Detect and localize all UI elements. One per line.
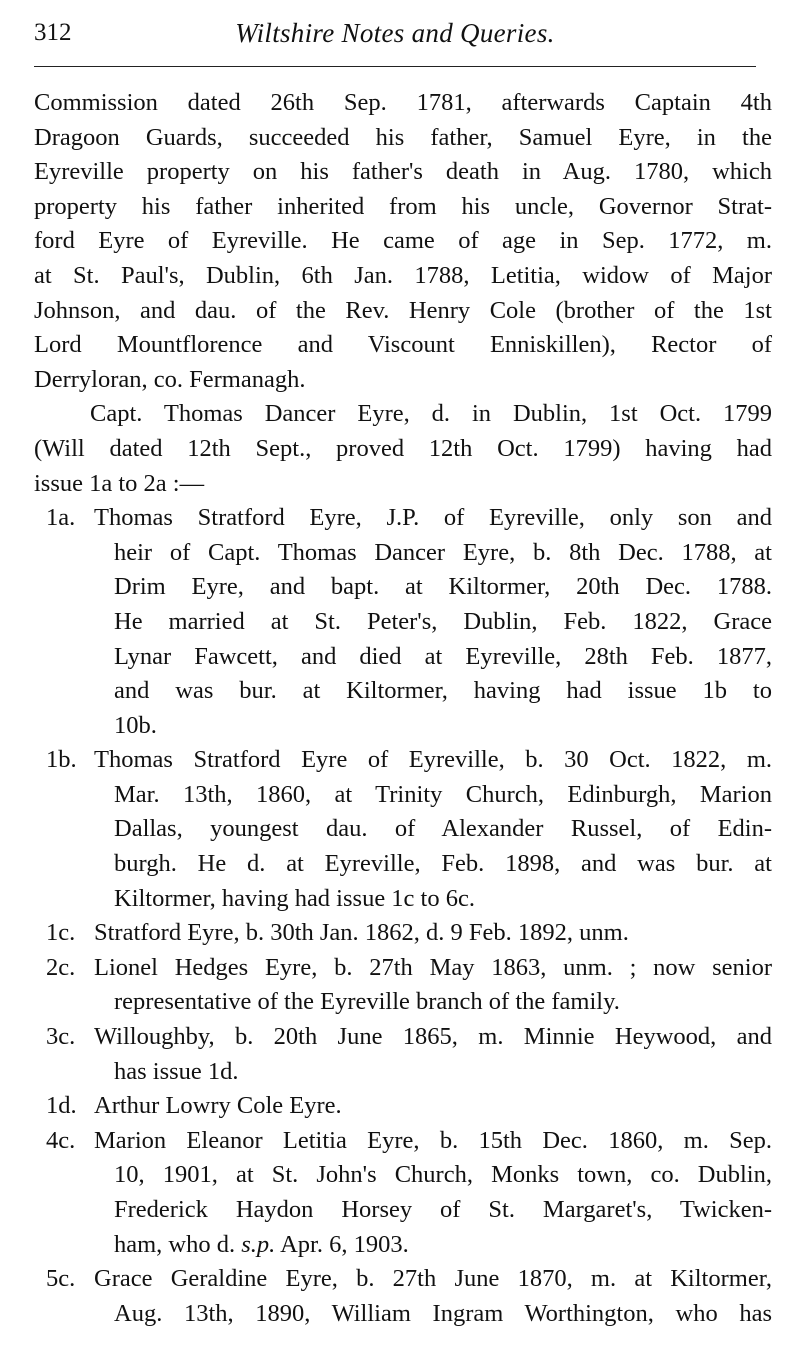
entry-first-line [46, 1262, 772, 1297]
text-line: property his father inherited from his uncle, Governor Strat- [34, 192, 772, 220]
paragraph-capt-thomas [34, 397, 772, 432]
text-line: ham, who d. s.p. Apr. 6, 1903. [114, 1230, 409, 1258]
text-line: Dallas, youngest dau. of Alexander Russel, of Edin- [114, 815, 772, 843]
text-line: representative of the Eyreville branch of the family. [114, 988, 620, 1016]
genealogy-entry [34, 1124, 772, 1262]
entry-label: 1b. [46, 746, 77, 774]
text-line: Aug. 13th, 1890, William Ingram Worthington, who has [114, 1299, 772, 1327]
paragraph-commission [34, 86, 772, 397]
entry-first-line [46, 501, 772, 536]
header-rule [34, 66, 756, 67]
genealogy-entry [34, 1020, 772, 1089]
journal-title: Wiltshire Notes and Queries. [235, 18, 555, 48]
entry-label: 1d. [46, 1092, 77, 1120]
entry-label: 1a. [46, 504, 76, 532]
text-line: Johnson, and dau. of the Rev. Henry Cole (brother of the 1st [34, 296, 772, 324]
text-line: heir of Capt. Thomas Dancer Eyre, b. 8th Dec. 1788, at [114, 538, 772, 566]
entry-first-line [46, 951, 772, 986]
page-number: 312 [34, 19, 72, 46]
entry-text: Grace Geraldine Eyre, b. 27th June 1870, m. at Kiltormer, [94, 1265, 772, 1293]
running-head [34, 14, 756, 54]
text-line: Commission dated 26th Sep. 1781, afterwards Captain 4th [34, 89, 772, 116]
text-line: Derryloran, co. Fermanagh. [34, 365, 306, 393]
entry-text: Arthur Lowry Cole Eyre. [94, 1092, 342, 1120]
genealogy-entry [34, 743, 772, 916]
text-line: Kiltormer, having had issue 1c to 6c. [114, 884, 475, 912]
text-line: Dragoon Guards, succeeded his father, Samuel Eyre, in the [34, 123, 772, 151]
italic-abbreviation: s.p. [241, 1230, 276, 1258]
text-line: ford Eyre of Eyreville. He came of age in Sep. 1772, m. [34, 227, 772, 255]
genealogy-entry [34, 1262, 772, 1331]
text-line: 10, 1901, at St. John's Church, Monks town, co. Dublin, [114, 1161, 772, 1189]
text-line: Lord Mountflorence and Viscount Enniskillen), Rector of [34, 331, 772, 359]
text-line: issue 1a to 2a :— [34, 469, 205, 497]
entry-label: 2c. [46, 953, 76, 981]
body-text [34, 86, 772, 1331]
entry-text: Lionel Hedges Eyre, b. 27th May 1863, unm. ; now senior [94, 953, 772, 981]
text-line: Frederick Haydon Horsey of St. Margaret's, Twicken- [114, 1196, 772, 1223]
entry-first-line [46, 1124, 772, 1159]
text-line: Lynar Fawcett, and died at Eyreville, 28th Feb. 1877, [114, 642, 772, 670]
entry-first-line [46, 916, 772, 951]
text-line: (Will dated 12th Sept., proved 12th Oct. 1799) having had [34, 434, 772, 462]
text-line: at St. Paul's, Dublin, 6th Jan. 1788, Letitia, widow of Major [34, 261, 772, 289]
entry-text: Stratford Eyre, b. 30th Jan. 1862, d. 9 Feb. 1892, unm. [94, 919, 629, 947]
entry-first-line [46, 1089, 772, 1124]
text-line: He married at St. Peter's, Dublin, Feb. 1822, Grace [114, 607, 772, 635]
genealogy-entry [34, 916, 772, 951]
text-line: Capt. Thomas Dancer Eyre, d. in Dublin, 1st Oct. 1799 [90, 400, 772, 428]
entry-label: 1c. [46, 919, 76, 947]
entry-text: Thomas Stratford Eyre of Eyreville, b. 30 Oct. 1822, m. [94, 746, 772, 774]
text-line: Drim Eyre, and bapt. at Kiltormer, 20th Dec. 1788. [114, 573, 772, 601]
paragraph-capt-thomas-cont [34, 432, 772, 501]
entry-label: 5c. [46, 1265, 76, 1293]
text-line: and was bur. at Kiltormer, having had issue 1b to [114, 677, 772, 705]
text-line: 10b. [114, 711, 157, 739]
text-line: Mar. 13th, 1860, at Trinity Church, Edinburgh, Marion [114, 780, 772, 808]
entry-first-line [46, 1020, 772, 1055]
text-line: burgh. He d. at Eyreville, Feb. 1898, and was bur. at [114, 850, 772, 878]
entry-label: 3c. [46, 1023, 76, 1051]
entry-text: Marion Eleanor Letitia Eyre, b. 15th Dec. 1860, m. Sep. [94, 1126, 772, 1154]
entry-label: 4c. [46, 1126, 76, 1154]
genealogy-entry [34, 501, 772, 743]
text-line: Eyreville property on his father's death in Aug. 1780, which [34, 158, 772, 186]
genealogy-entry [34, 1089, 772, 1124]
entry-text: Thomas Stratford Eyre, J.P. of Eyreville, only son and [94, 504, 772, 532]
genealogy-entry [34, 951, 772, 1020]
entry-text: Willoughby, b. 20th June 1865, m. Minnie Heywood, and [94, 1023, 772, 1051]
entry-first-line [46, 743, 772, 778]
text-line: has issue 1d. [114, 1057, 239, 1085]
